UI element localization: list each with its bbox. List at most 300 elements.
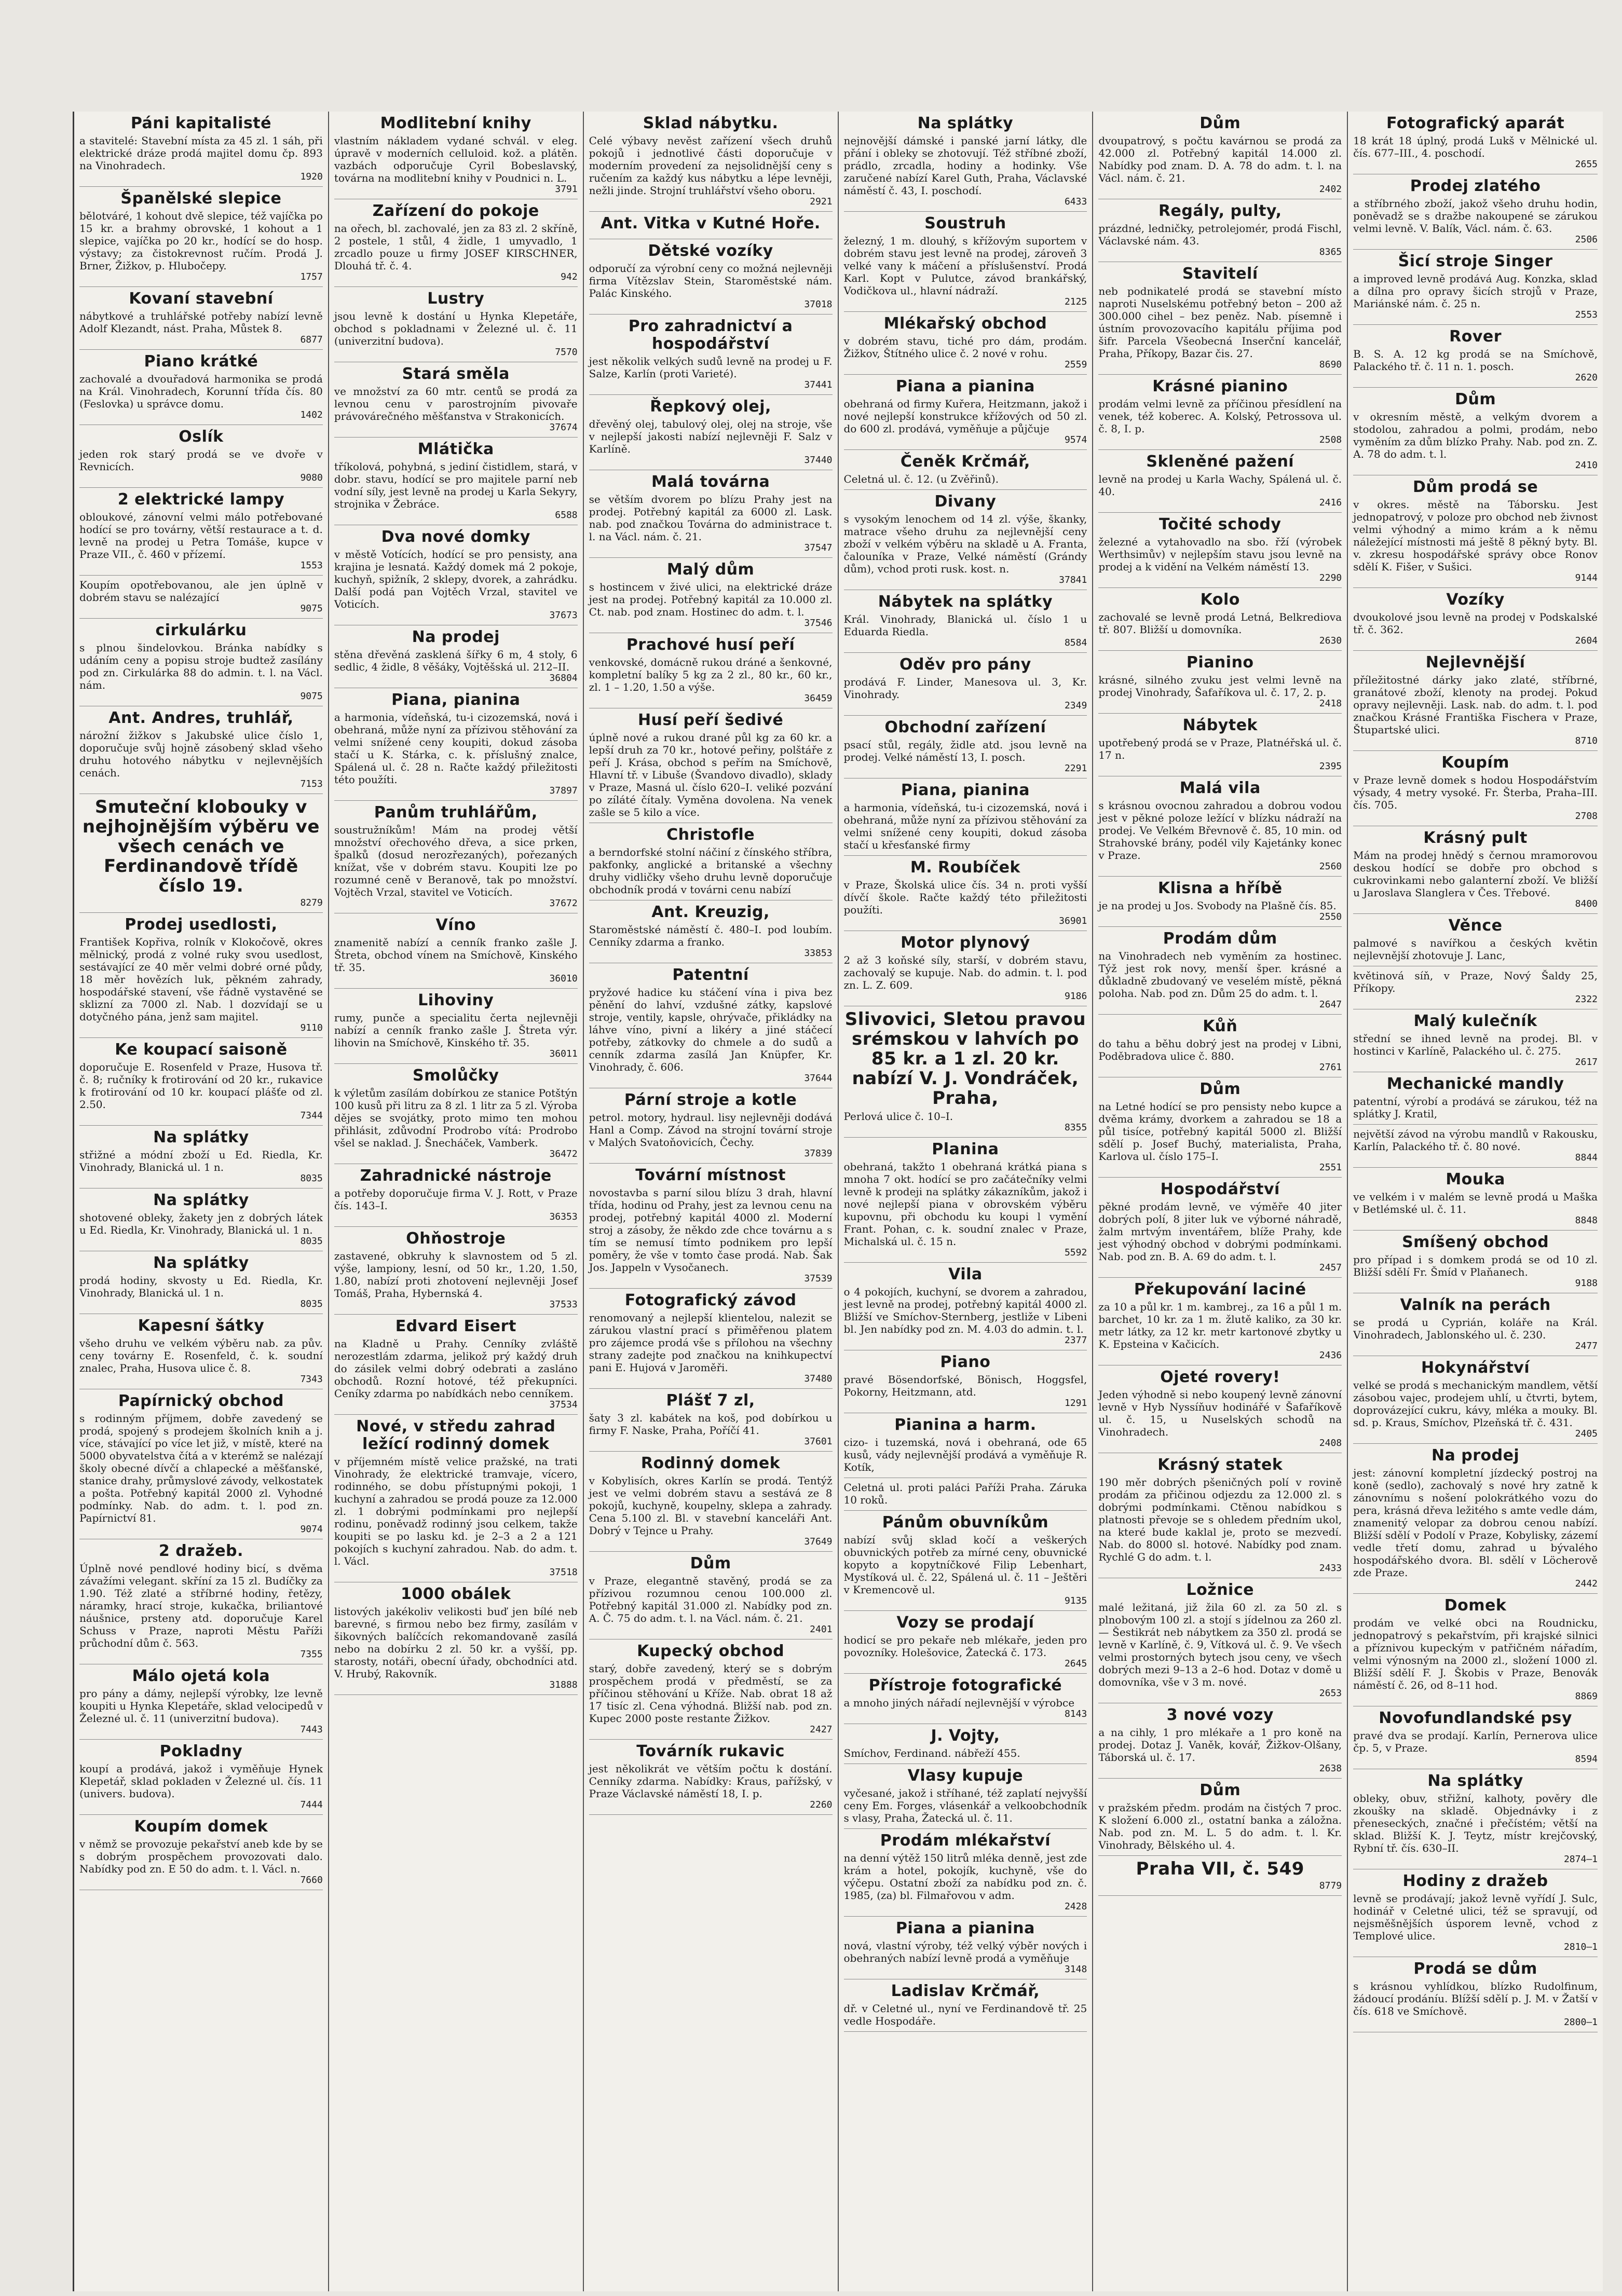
- ad-body: pravé Bösendorfské, Bönisch, Hoggsfel, Pokorny, Heitzmann, atd.: [843, 1373, 1087, 1398]
- ad-heading: Krásné pianino: [1152, 377, 1288, 395]
- ad-reference-number: 7444: [300, 1799, 323, 1810]
- classified-ad: [844, 856, 1087, 931]
- ad-heading: Vlasy kupuje: [907, 1767, 1024, 1785]
- ad-reference-number: 2620: [1575, 372, 1598, 383]
- ad-heading: Piano krátké: [144, 352, 258, 371]
- ad-heading: Dům: [690, 1554, 731, 1573]
- ad-reference-number: 2551: [1319, 1162, 1342, 1173]
- ad-body: B. S. A. 12 kg prodá se na Smíchově, Palackého tř. č. 11 n. 1. posch.: [1353, 348, 1598, 373]
- ad-reference-number: 2921: [810, 196, 833, 207]
- ad-heading: M. Roubíček: [910, 858, 1020, 877]
- ad-heading: Lihoviny: [418, 991, 494, 1009]
- ad-reference-number: 2653: [1319, 1688, 1342, 1699]
- ad-reference-number: 2322: [1575, 994, 1598, 1005]
- ad-body: v okres. městě na Táborsku. Jest jednopatrový, v poloze pro obchod neb živnost velmi výhodný a mimo krám a k němu náležející místnosti má ještě 8 pěkný byty. Bl. v. zkresu hospodářské správy obce Ronov sdělí K. Fišer, v Sušici.: [1353, 498, 1598, 573]
- ad-body: starý, dobře zavedený, který se s dobrým prospěchem prodá v předměstí, se za příčinou stěhování u Kříže. Nab. obrat 18 až 17 tisíc zl. Cena výhodná. Bližší nab. pod zn. Kupec 2000 poste restante Žižkov.: [589, 1662, 833, 1725]
- classified-ad: [1098, 375, 1342, 450]
- ad-heading: Fotografický aparát: [1386, 114, 1565, 132]
- classified-ad: [589, 1552, 833, 1639]
- ad-reference-number: 8143: [1064, 1709, 1087, 1719]
- ad-reference-number: 2125: [1064, 296, 1087, 307]
- classified-ad: [589, 395, 833, 470]
- ad-reference-number: 7344: [300, 1110, 323, 1121]
- classified-ad: [844, 112, 1087, 212]
- ad-heading: cirkulárku: [155, 621, 247, 639]
- ad-heading: Ant. Kreuzig,: [651, 903, 770, 921]
- ad-body: se větším dvorem po blízu Prahy jest na prodej. Potřebný kapitál za 6000 zl. Lask. nab. pod značkou Továrna do administrace t. l. na Václ. nám. č. 21.: [589, 493, 833, 543]
- ad-body: pravé dva se prodají. Karlín, Pernerova ulice čp. 5, v Praze.: [1353, 1729, 1598, 1754]
- ad-reference-number: 2638: [1319, 1763, 1342, 1774]
- ad-reference-number: 36472: [549, 1149, 578, 1159]
- ad-body: Perlová ulice č. 10–I.: [843, 1110, 953, 1123]
- ad-reference-number: 8035: [300, 1299, 323, 1309]
- ad-reference-number: 9110: [300, 1022, 323, 1033]
- ad-body: jest několikrát ve větším počtu k dostání. Cenníky zdarma. Nabídky: Kraus, pařížský, v Praze Václavské náměstí 18, I. p.: [589, 1762, 833, 1800]
- ad-body: prodám velmi levně za příčinou přesídlení na venek, též koberec. A. Kolský, Petrossova ul. č. 8, I. p.: [1098, 398, 1342, 435]
- ad-reference-number: 2655: [1575, 159, 1598, 170]
- classified-ad: [1353, 914, 1598, 966]
- advert-columns: [74, 112, 1603, 2291]
- classified-ad: [589, 1389, 833, 1452]
- ad-heading: Přístroje fotografické: [868, 1676, 1062, 1694]
- ad-heading: Hodiny z dražeb: [1402, 1872, 1548, 1890]
- ad-body: jeden rok starý prodá se ve dvoře v Revnicích.: [79, 448, 323, 473]
- ad-body: s rodinným příjmem, dobře zavedený se prodá, spojený s prodejem školních knih a j. více, stávající po více let již, v místě, které na 5000 obyvatelstva čítá a v kterémž se nalézají školy obecné dívčí a chlapecké a měšťanské, stanice drahy, průmyslové závody, velkostatek a pošta. Potřebný kapitál 2000 zl. Vyhodné podmínky. Nab. do adm. t. l. pod zn. Papírnictví 81.: [79, 1412, 323, 1524]
- ad-heading: Krásný statek: [1157, 1456, 1283, 1474]
- ad-heading: Koupím: [1441, 754, 1509, 772]
- classified-ad: [844, 1263, 1087, 1350]
- ad-body: a harmonia, vídeňská, tu-i cizozemská, nová i obehraná, může nyní za přízivou stěhování za velmi snížené ceny koupiti, dokud zásoba stačí u křesťanské firmy: [843, 801, 1087, 851]
- ad-heading: Ladislav Krčmář,: [891, 1982, 1040, 2000]
- ad-heading: Na splátky: [153, 1128, 249, 1146]
- ad-heading: Koupím domek: [134, 1817, 268, 1836]
- ad-reference-number: 2291: [1064, 763, 1087, 774]
- classified-ad: [1098, 1703, 1342, 1779]
- ad-body: prodám ve velké obci na Roudnicku, jednopatrový s pekařstvím, při krajské silnici a příznivou kupeckým v patřičném nářadím, velmi výnosným na 2000 zl., složení 1000 zl. Bližší sdělí F. J. Škobis v Praze, Benovák náměstí č. 26, od 8–11 hod.: [1353, 1617, 1598, 1691]
- classified-ad: [1098, 651, 1342, 714]
- classified-ad: [589, 963, 833, 1088]
- ad-reference-number: 7443: [300, 1724, 323, 1735]
- advert-column: [1348, 112, 1603, 2291]
- ad-heading: Na splátky: [153, 1254, 249, 1272]
- classified-ad: [79, 913, 323, 1038]
- classified-ad: [1098, 927, 1342, 1015]
- classified-ad: [79, 576, 323, 619]
- ad-reference-number: 2260: [810, 1799, 833, 1810]
- ad-heading: Překupování laciné: [1134, 1280, 1306, 1299]
- ad-body: nárožní žižkov s Jakubské ulice číslo 1, doporučuje svůj hojně zásobený sklad všeho druhu hotového nábytku v nejlevnějších cenách.: [79, 729, 323, 779]
- classified-ad: [334, 1164, 578, 1227]
- ad-reference-number: 2477: [1575, 1341, 1598, 1351]
- ad-heading: Prodej usedlosti,: [125, 915, 278, 934]
- ad-reference-number: 2630: [1319, 635, 1342, 646]
- ad-body: a harmonia, vídeňská, tu-i cizozemská, nová i obehraná, může nyní za přízivou stěhování za velmi snížené ceny koupiti, dokud zásoba stačí u K. Stárka, c. k. příslušný znalce, Spálená ul. č. 28 n. Račte každý přiležitosti této použíti.: [334, 711, 578, 786]
- ad-reference-number: 2604: [1575, 635, 1598, 646]
- ad-body: soustružníkům! Mám na prodej větší množství ořechového dřeva, a sice prken, špalků (dosud nerozřezaných), pořezaných knížat, vše v dobrém stavu. Koupiti lze po rozumné ceně v Beranově, tak po množství. Vojtěch Vrzal, stavitel ve Voticích.: [334, 824, 578, 898]
- ad-body: železný, 1 m. dlouhý, s křížovým suportem v dobrém stavu jest levně na prodej, zároveň 3 velké vany k máčení a příslušenství. Prodá Karl. Kopt v Pulutce, závod brankářský, Vodičkova ul., hlavní nádraží.: [843, 235, 1087, 297]
- ad-heading: Pianina a harm.: [894, 1416, 1037, 1434]
- ad-body: obehraná, takžto 1 obehraná krátká piana s mnoha 7 okt. hodící se pro začátečníky velmi levně k prodeji na splátky zákazníkům, jakož i nové nejlepší piana v obrovském výběru kupovnu, při obchodu ku koupi l vymění Frant. Pohan, c. k. soudní znalec v Praze, Michalská ul. č. 15 n.: [843, 1160, 1087, 1248]
- ad-body: nabízí svůj sklad kočí a veškerých obuvnických potřeb za mírné ceny, obuvnické kopyto a kopytníčkové Filip Lebenhart, Mystíková ul. č. 22, Spálená ul. č. 11 – Ještěri v Kremencově ul.: [843, 1534, 1087, 1596]
- classified-ad: [844, 1724, 1087, 1764]
- ad-heading: Piano: [940, 1353, 991, 1371]
- ad-body: shotovené obleky, žakety jen z dobrých látek u Ed. Riedla, Kr. Vinohrady, Blanická ul. 1 n.: [79, 1211, 323, 1236]
- ad-reference-number: 9144: [1575, 572, 1598, 583]
- ad-body: upotřebený prodá se v Praze, Platnéřská ul. č. 17 n.: [1098, 736, 1342, 761]
- ad-reference-number: 2377: [1064, 1335, 1087, 1346]
- ad-heading: Domek: [1444, 1596, 1507, 1615]
- ad-body: Smíchov, Ferdinand. nábřeží 455.: [843, 1747, 1020, 1759]
- ad-reference-number: 31888: [549, 1679, 578, 1690]
- ad-reference-number: 2442: [1575, 1578, 1598, 1589]
- ad-reference-number: 8848: [1575, 1215, 1598, 1226]
- ad-reference-number: 8779: [1319, 1880, 1342, 1891]
- ad-reference-number: 7343: [300, 1374, 323, 1385]
- ad-body: prodává F. Linder, Manesova ul. 3, Kr. Vinohrady.: [843, 676, 1087, 701]
- classified-ad: [1353, 1769, 1598, 1869]
- ad-heading: Zahradnické nástroje: [360, 1167, 552, 1185]
- ad-body: a improved levně prodává Aug. Konzka, sklad a dílna pro opravy šicích strojů v Praze, Mariánské nám. č. 25 n.: [1353, 272, 1598, 310]
- ad-body: Celetná ul. č. 12. (u Zvěřinů).: [843, 473, 999, 485]
- ad-body: dvoupatrový, s počtu kavárnou se prodá za 42.000 zl. Potřebný kapitál 14.000 zl. Nabídky pod znam. D. A. 78 do adm. t. l. na Václ. nám. č. 21.: [1098, 134, 1342, 184]
- classified-ad: [334, 625, 578, 688]
- ad-reference-number: 8279: [300, 897, 323, 908]
- ad-heading: Vozy se prodají: [896, 1614, 1034, 1632]
- ad-heading: Na splátky: [917, 114, 1014, 132]
- classified-ad: [334, 287, 578, 362]
- classified-ad: [589, 1452, 833, 1552]
- classified-ad: [334, 112, 578, 199]
- ad-heading: Motor plynový: [901, 934, 1030, 952]
- ad-reference-number: 9075: [300, 603, 323, 614]
- classified-ad: [334, 362, 578, 438]
- ad-reference-number: 8365: [1319, 247, 1342, 257]
- classified-ad: [589, 315, 833, 395]
- ad-reference-number: 37897: [549, 785, 578, 796]
- classified-ad: [1353, 250, 1598, 325]
- ad-body: šaty 3 zl. kabátek na koš, pod dobírkou u firmy F. Naske, Praha, Poříčí 41.: [589, 1412, 833, 1437]
- ad-heading: J. Vojty,: [931, 1727, 1000, 1745]
- classified-ad: [334, 438, 578, 525]
- ad-heading: Nábytek na splátky: [878, 593, 1053, 611]
- classified-ad: [79, 1815, 323, 1890]
- ad-body: obloukové, zánovní velmi málo potřebované hodící se pro továrny, větší restaurace a t. d. levně na prodej u Petra Tomáše, kupce v Praze VII., č. 460 v přízemí.: [79, 511, 323, 561]
- ad-heading: Pro zahradnictví a hospodářství: [628, 317, 793, 353]
- classified-ad: [589, 1639, 833, 1740]
- classified-ad: [1098, 588, 1342, 651]
- ad-heading: Ojeté rovery!: [1160, 1368, 1280, 1386]
- ad-body: střižné a módní zboží u Ed. Riedla, Kr. Vinohrady, Blanická ul. 1 n.: [79, 1149, 323, 1173]
- classified-ad: [334, 525, 578, 625]
- ad-reference-number: 37839: [804, 1148, 833, 1159]
- ad-body: bělotváré, 1 kohout dvě slepice, též vajíčka po 15 kr. a brahmy obrovské, 1 kohout a 1 slepice, vajíčka po 20 kr., hodící se do hosp. výstavy; za čistokrevnost ručím. Prodá J. Brner, Žižkov, p. Hlubočepy.: [79, 210, 323, 272]
- classified-ad: [1098, 262, 1342, 375]
- advert-column: [1093, 112, 1348, 2291]
- ad-reference-number: 942: [561, 271, 578, 282]
- ad-body: cizo- i tuzemská, nová i obehraná, ode 65 kusů, vády nejlevnější prodává a vyměňuje R. Kotík,: [843, 1436, 1087, 1473]
- ad-reference-number: 37480: [804, 1373, 833, 1384]
- ad-heading: Rover: [1449, 327, 1502, 346]
- ad-reference-number: 9075: [300, 691, 323, 702]
- ad-body: v Praze levně domek s hodou Hospodářstvím výsady, 4 metry vysoké. Fr. Šterba, Praha–III. čís. 705.: [1353, 774, 1598, 811]
- ad-body: v Praze, elegantně stavěný, prodá se za přízivou rozumnou cenou 100.000 zl. Potřebný kapitál 31.000 zl. Nabídky pod zn. A. Č. 75 do adm. t. l. na Václ. nám. č. 21.: [589, 1575, 833, 1624]
- classified-ad: [1098, 1856, 1342, 1896]
- classified-ad: [844, 212, 1087, 312]
- classified-ad: [1098, 1453, 1342, 1578]
- classified-ad: [1353, 112, 1598, 174]
- classified-ad: [79, 112, 323, 187]
- ad-body: jsou levně k dostání u Hynka Klepetáře, obchod s pokladnami v Železné ul. č. 11 (univerzitní budova).: [334, 310, 578, 347]
- ad-body: úplně nové a rukou drané půl kg za 60 kr. a lepší druh za 70 kr., hotové peřiny, polštáře z peří J. Krása, obchod s peřím na Smíchově, Hlavní tř. v Libuše (Švandovo divadlo), sklady v Praze, Masná ul. číslo 620–I. veliké pozvání po zíláté čítaly. Vyměna dovolena. Na venek zašle se 5 kilo a více.: [589, 731, 833, 818]
- ad-reference-number: 37644: [804, 1073, 833, 1084]
- ad-body: a stříbrného zboží, jakož všeho druhu hodin, poněvadž se s dražbe nakoupené se zárukou velmi levně. V. Balík, Václ. nám. č. 63.: [1353, 197, 1598, 235]
- classified-ad: [844, 490, 1087, 590]
- classified-ad: [589, 558, 833, 633]
- classified-ad: [79, 1389, 323, 1539]
- ad-body: a berndorfské stolní náčiní z čínského stříbra, pakfonky, anglické a britanské a všechny druhy vidličky všeho druhu levně doporučuje obchodník prodá v továrni cenu nabízí: [589, 846, 833, 896]
- classified-ad: [589, 708, 833, 823]
- ad-body: prázdné, ledničky, petrolejomér, prodá Fischl, Václavské nám. 43.: [1098, 222, 1342, 247]
- ad-body: levně na prodej u Karla Wachy, Spálená ul. č. 40.: [1098, 473, 1342, 498]
- classified-ad: [589, 1164, 833, 1289]
- ad-heading: Kovaní stavební: [129, 290, 274, 308]
- ad-heading: Rodinný domek: [640, 1454, 781, 1472]
- ad-heading: Pární stroje a kotle: [624, 1091, 797, 1109]
- ad-body: rumy, punče a specialitu čerta nejlevněji nabízí a cenník franko zašle J. Štreta výr. lihovin na Smíchově, Kinského tř. 35.: [334, 1012, 578, 1049]
- classified-ad: [844, 778, 1087, 856]
- ad-heading: Praha VII, č. 549: [1136, 1858, 1304, 1879]
- classified-ad: [334, 801, 578, 913]
- ad-reference-number: 37546: [804, 618, 833, 628]
- ad-reference-number: 37534: [549, 1399, 578, 1410]
- ad-reference-number: 2550: [1319, 911, 1342, 922]
- ad-heading: Na splátky: [153, 1191, 249, 1209]
- ad-reference-number: 8869: [1575, 1691, 1598, 1702]
- ad-body: dřevěný olej, tabulový olej, olej na stroje, vše v nejlepší jakosti nabízí nejlevněji F. Salz v Karlíně.: [589, 418, 833, 455]
- ad-body: 190 měr dobrých pšeničných polí v rovině prodám za přičinou odjezdu za 12.000 zl. s dobrými podmínkami. Ctěnou nabídkou s platnosti převoje se s ohledem předním ukol, na které bude kaklal je, proto se mezvedí. Nab. do 8000 sl. hotové. Nabídky pod znam. Rychlé G do adm. t. l.: [1098, 1476, 1342, 1563]
- ad-body: psací stůl, regály, židle atd. jsou levně na prodej. Velké náměstí 13, I. posch.: [843, 739, 1087, 763]
- ad-reference-number: 2418: [1319, 698, 1342, 709]
- classified-ad: [1353, 1444, 1598, 1594]
- ad-reference-number: 2559: [1064, 359, 1087, 370]
- classified-ad: [589, 633, 833, 708]
- ad-body: Král. Vinohrady, Blanická ul. číslo 1 u Eduarda Riedla.: [843, 613, 1087, 638]
- classified-ad: [1353, 174, 1598, 250]
- ad-heading: Hokynářství: [1421, 1359, 1530, 1377]
- classified-ad: [79, 1188, 323, 1251]
- classified-ad: [334, 913, 578, 989]
- classified-ad: [844, 1979, 1087, 2032]
- ad-body: zachovalé se levně prodá Letná, Belkrediova tř. 807. Bližší u domovníka.: [1098, 611, 1342, 636]
- classified-ad: [1353, 388, 1598, 475]
- classified-ad: [334, 1315, 578, 1415]
- ad-heading: Na splátky: [1427, 1772, 1523, 1790]
- ad-heading: Piana a pianina: [895, 1919, 1035, 1937]
- ad-reference-number: 2874–1: [1563, 1854, 1598, 1865]
- ad-body: k výletům zasílám dobírkou ze stanice Potštýn 100 kusů při litru za 8 zl. 1 litr za 5 zl. Výroba dějes se svojátky, proto mimo ten mohou přihlásit, zdůvodní Prodrobo vítá: Prodrobo všel se naklad. J. Šnecháček, Vamberk.: [334, 1087, 578, 1149]
- ad-heading: Prachové husí peří: [626, 636, 795, 654]
- ad-heading: Mlékařský obchod: [883, 315, 1047, 333]
- ad-reference-number: 2761: [1319, 1062, 1342, 1073]
- ad-body: venkovské, domácně rukou dráné a šenkovné, kompletní balíky 5 kg za 2 zl., 80 kr., 60 kr., zl. 1 – 1.20, 1.50 a výše.: [589, 656, 833, 693]
- ad-heading: Oděv pro pány: [899, 655, 1031, 674]
- ad-heading: Pánům obuvníkům: [882, 1513, 1049, 1532]
- classified-ad: [844, 1764, 1087, 1829]
- ad-heading: Točité schody: [1159, 515, 1282, 534]
- classified-ad: [1098, 877, 1342, 927]
- ad-heading: 2 dražeb.: [158, 1542, 243, 1560]
- ad-heading: Obchodní zařízení: [884, 718, 1046, 736]
- ad-heading: Piana, pianina: [391, 691, 521, 709]
- ad-heading: Edvard Eisert: [395, 1317, 516, 1335]
- ad-body: všeho druhu ve velkém výběru nab. za pův. ceny továrny E. Rosenfeld, č. k. soudní znalec, Praha, Husova ulice č. 8.: [79, 1337, 323, 1374]
- classified-ad: [79, 1664, 323, 1740]
- classified-ad: [844, 375, 1087, 450]
- ad-body: v městě Votících, hodící se pro pensisty, ana krajina je lesnatá. Každý domek má 2 pokoje, kuchyň, spižník, 2 sklepy, dvorek, a zahrádku. Další podá pan Vojtěch Vrzal, stavitel ve Voticích.: [334, 548, 578, 610]
- ad-reference-number: 3148: [1064, 1964, 1087, 1975]
- ad-heading: Prodá se dům: [1413, 1960, 1537, 1978]
- classified-ad: [1098, 714, 1342, 776]
- ad-reference-number: 9188: [1575, 1278, 1598, 1289]
- ad-body: ve množství za 60 mtr. centů se prodá za levnou cenu v parostrojním pivovaře právovárečného měšťanstva v Strakonicích.: [334, 385, 578, 422]
- ad-heading: Zařízení do pokoje: [372, 202, 539, 220]
- ad-heading: Lustry: [427, 290, 485, 308]
- classified-ad: [334, 1227, 578, 1315]
- ad-heading: 2 elektrické lampy: [117, 490, 285, 509]
- ad-heading: Šicí stroje Singer: [1398, 252, 1553, 270]
- ad-heading: Nábytek: [1182, 716, 1258, 734]
- classified-ad: [1098, 1077, 1342, 1178]
- ad-reference-number: 8400: [1575, 898, 1598, 909]
- ad-body: odporučí za výrobní ceny co možná nejlevněji firma Vítězslav Stein, Staroměstské nám. Palác Kinského.: [589, 262, 833, 299]
- ad-reference-number: 1920: [300, 171, 323, 182]
- ad-heading: Na prodej: [412, 628, 500, 646]
- ad-body: Mám na prodej hnědý s černou mramorovou deskou hodící se dobře pro obchod s cukrovinkami nebo galanterní zboží. Ve bližší u Jaroslava Slanglera v Čes. Třebové.: [1353, 849, 1598, 899]
- ad-body: palmové s navířkou a českých květin nejlevnější zhotovuje J. Lanc,: [1353, 937, 1598, 962]
- ad-heading: Planina: [932, 1140, 999, 1158]
- ad-reference-number: 5592: [1064, 1247, 1087, 1258]
- ad-reference-number: 2800–1: [1563, 2017, 1598, 2028]
- classified-ad: [79, 1539, 323, 1664]
- advert-column: [329, 112, 584, 2291]
- ad-heading: Klisna a hříbě: [1157, 879, 1283, 897]
- ad-body: nábytkové a truhlářské potřeby nabízí levně Adolf Klezandt, nást. Praha, Můstek 8.: [79, 310, 323, 335]
- ad-heading: Dětské vozíky: [648, 242, 773, 260]
- classified-ad: [79, 488, 323, 576]
- classified-ad: [79, 287, 323, 350]
- classified-ad: [844, 931, 1087, 1006]
- ad-reference-number: 36901: [1059, 915, 1087, 926]
- ad-body: střední se ihned levně na prodej. Bl. v hostinci v Karlíně, Palackého ul. č. 275.: [1353, 1032, 1598, 1057]
- ad-body: s krásnou vyhlídkou, blízko Rudolfinum, žádoucí prodáníu. Blížší sdělí p. J. M. v Žatší v čís. 618 ve Smíchově.: [1353, 1980, 1598, 2017]
- classified-ad: [844, 1917, 1087, 1979]
- ad-reference-number: 1757: [300, 271, 323, 282]
- ad-heading: Kupecký obchod: [637, 1642, 785, 1660]
- ad-body: listových jakékoliv velikosti buď jen bílé neb barevné, s firmou nebo bez firmy, zasílám v šikovných balíčcích rekomandovaně zasílá nebo na dobírku 2 zl. 50 kr. a vyšší, pp. starosty, notáři, obecní úřady, obchodníci atd. V. Hrubý, Rakovník.: [334, 1605, 578, 1680]
- ad-body: jest několik velkých sudů levně na prodej u F. Salze, Karlín (proti Varieté).: [589, 355, 833, 380]
- ad-body: zachovalé a dvouřadová harmonika se prodá na Král. Vinohradech, Korunní třída čís. 80 (Feslovka) u správce domu.: [79, 373, 323, 410]
- ad-heading: Prodám mlékařství: [880, 1832, 1051, 1850]
- ad-reference-number: 2708: [1575, 811, 1598, 822]
- ad-reference-number: 2416: [1319, 497, 1342, 508]
- ad-body: a stavitelé: Stavební místa za 45 zl. 1 sáh, při elektrické dráze prodá majitel domu čp. 893 na Vinohradech.: [79, 134, 323, 172]
- ad-reference-number: 2645: [1064, 1658, 1087, 1669]
- ad-reference-number: 6588: [555, 510, 578, 521]
- ad-body: jest: zánovní kompletní jízdecký postroj na koně (sedlo), zachovalý s nové hry zatně k zánovnímu s nošení polokrátkého vozu do pera, krásná dřeva ležitého s amte vedle dám, znamenitý velopar za dobrou cenou nabízí. Bližší sdělí v Podolí v Praze, Kobylisky, zázemí vedle třetí domu, zahrad u bývalého hospodářského dvora. Bl. sdělí v Löcherově zde Praze.: [1353, 1467, 1598, 1579]
- ad-body: s hostincem v živé ulici, na elektrické dráze jest na prodej. Potřebný kapitál za 10.000 zl. Ct. nab. pod znam. Hostinec do adm. t. l.: [589, 581, 833, 618]
- classified-ad: [589, 823, 833, 900]
- ad-reference-number: 7355: [300, 1649, 323, 1660]
- ad-heading: Na prodej: [1431, 1446, 1520, 1465]
- ad-reference-number: 2617: [1575, 1057, 1598, 1068]
- ad-body: pěkné prodám levně, ve výměře 40 jiter dobrých polí, 8 jiter luk ve výborné náhradě, žalm mrtvým inventářem, blíže Prahy, kde jest výhodný obchod v dobrými podmínkami. Nab. pod zn. B. A. 69 do adm. t. l.: [1098, 1200, 1342, 1263]
- ad-reference-number: 8035: [300, 1236, 323, 1247]
- ad-reference-number: 2428: [1064, 1901, 1087, 1912]
- classified-ad: [589, 900, 833, 963]
- ad-heading: Tovární místnost: [635, 1166, 786, 1184]
- ad-reference-number: 7570: [555, 347, 578, 358]
- ad-reference-number: 2433: [1319, 1563, 1342, 1574]
- ad-reference-number: 37441: [804, 379, 833, 390]
- ad-body: nová, vlastní výroby, též velký výběr nových i obehraných nabízí levně prodá a vyměňuje: [843, 1939, 1087, 1964]
- classified-ad: [844, 312, 1087, 375]
- ad-heading: Regály, pulty,: [1158, 202, 1282, 220]
- classified-ad: [79, 187, 323, 287]
- ad-body: se prodá u Cyprián, koláře na Král. Vinohradech, Jablonského ul. č. 230.: [1353, 1316, 1598, 1341]
- ad-body: koupí a prodává, jakož i vyměňuje Hynek Klepetář, sklad pokladen v Železné ul. čís. 11 (univers. budova).: [79, 1762, 323, 1800]
- ad-heading: Malý kulečník: [1413, 1012, 1537, 1030]
- ad-body: v němž se provozuje pekařství aneb kde by se s dobrým prospěchem provozovati dalo. Nabídky pod zn. E 50 do adm. t. l. Václ. n.: [79, 1838, 323, 1875]
- ad-reference-number: 2405: [1575, 1428, 1598, 1439]
- ad-reference-number: 37533: [549, 1299, 578, 1310]
- ad-heading: 3 nové vozy: [1166, 1706, 1274, 1724]
- classified-ad: [79, 706, 323, 794]
- ad-heading: Dům: [1455, 390, 1496, 408]
- ad-heading: Dům: [1200, 114, 1241, 132]
- ad-reference-number: 33853: [804, 948, 833, 959]
- ad-reference-number: 2290: [1319, 572, 1342, 583]
- ad-reference-number: 1553: [300, 560, 323, 571]
- ad-body: dvoukolové jsou levně na prodej v Podskalské tř. č. 362.: [1353, 611, 1598, 636]
- ad-body: petrol. motory, hydraul. lisy nejlevněji dodává Hanl a Comp. Závod na strojní tovární stroje v Malých Svatoňovicích, Čechy.: [589, 1111, 833, 1149]
- ad-reference-number: 9080: [300, 472, 323, 483]
- ad-body: Celé výbavy nevěst zařízení všech druhů pokojů i jednotlivé části doporučuje v moderním provedení za nejsolidnější ceny s ručením za každý kus nábytku a lépe levněji, nežli jinde. Strojní truhlářství všeho oboru.: [589, 134, 833, 197]
- ad-body: hodicí se pro pekaře neb mlékaře, jeden pro povozníky. Holešovice, Žatecká č. 173.: [843, 1634, 1087, 1659]
- ad-reference-number: 2553: [1575, 309, 1598, 320]
- ad-body: tříkolová, pohybná, s jediní čistidlem, stará, v dobr. stavu, hodící se pro majitele parní neb vodní síly, jest levně na prodej u Karla Sekyry, strojnika v Žebráce.: [334, 460, 578, 510]
- ad-heading: Kolo: [1200, 591, 1240, 609]
- ad-body: doporučuje E. Rosenfeld v Praze, Husova tř. č. 8; ručníky k frotirování od 20 kr., rukavice k frotirování od 10 kr. koupací plášťe od zl. 2.50.: [79, 1061, 323, 1111]
- ad-heading: Věnce: [1448, 917, 1503, 935]
- ad-reference-number: 2427: [810, 1724, 833, 1735]
- classified-ad: [1353, 1957, 1598, 2032]
- ad-heading: Malý dům: [666, 561, 755, 579]
- ad-body: patentní, výrobí a prodává se zárukou, též na splátky J. Kratil,: [1353, 1095, 1598, 1120]
- advert-column: [74, 112, 329, 2291]
- ad-reference-number: 3791: [555, 184, 578, 195]
- ad-body: za 10 a půl kr. 1 m. kambrej., za 16 a půl 1 m. barchet, 10 kr. za 1 m. žlutě kaliko, za 30 kr. metr látky, za 12 kr. metr kartonové zbytky u K. Epsteina v Kačicích.: [1098, 1301, 1342, 1350]
- ad-reference-number: 2402: [1319, 184, 1342, 195]
- ad-body: a mnoho jiných nářadí nejlevnější v výrobce: [843, 1697, 1075, 1709]
- ad-heading: Kůň: [1203, 1017, 1238, 1035]
- classified-ad: [1098, 1578, 1342, 1703]
- ad-heading: Fotografický závod: [624, 1291, 797, 1309]
- ad-body: na ořech, bl. zachovalé, jen za 83 zl. 2 skříně, 2 postele, 1 stůl, 4 židle, 1 umyvadlo, 1 zrcadlo pouze u firmy JOSEF KIRSCHNER, Dlouhá tř. č. 4.: [334, 222, 578, 272]
- ad-heading: 1000 obálek: [401, 1585, 511, 1603]
- ad-heading: Skleněné pažení: [1146, 453, 1294, 471]
- ad-reference-number: 37672: [549, 898, 578, 909]
- ad-heading: Slivovici, Sletou pravou srémskou v lahvích po 85 kr. a 1 zl. 20 kr. nabízí V. J. Vondráček, Praha,: [844, 1009, 1086, 1109]
